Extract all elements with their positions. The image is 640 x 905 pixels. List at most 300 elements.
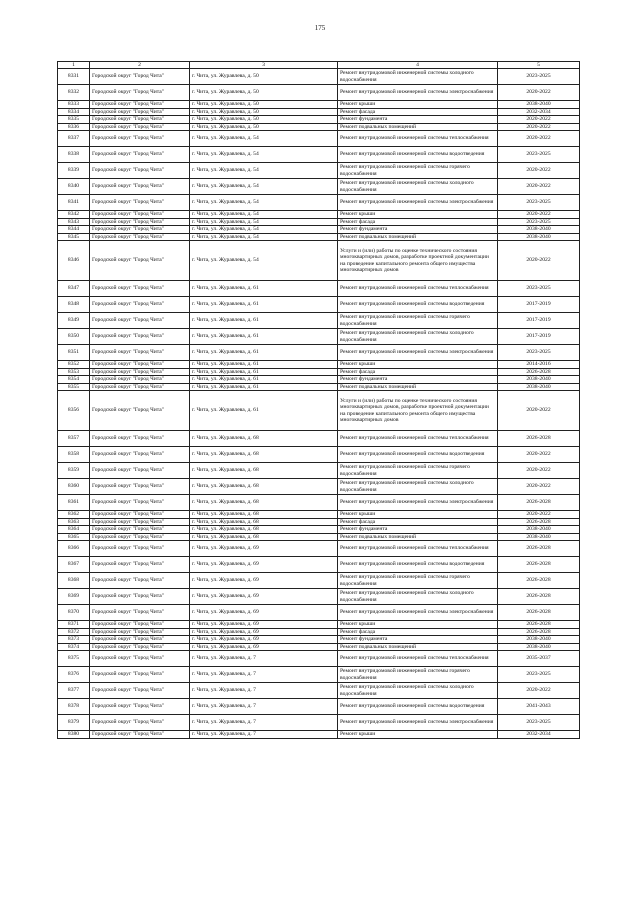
row-number: 8334 — [58, 108, 90, 116]
municipality-cell: Городской округ "Город Чита" — [90, 495, 190, 511]
table-row — [58, 683, 580, 699]
row-number: 8343 — [58, 218, 90, 226]
row-number: 8352 — [58, 361, 90, 369]
municipality-cell: Городской округ "Город Чита" — [90, 361, 190, 369]
table-row — [58, 621, 580, 629]
period-cell: 2023-2025 — [498, 715, 580, 731]
row-number: 8336 — [58, 123, 90, 131]
work-type-cell: Ремонт внутридомовой инженерной системы теплоснабжения — [338, 431, 498, 447]
municipality-cell: Городской округ "Город Чита" — [90, 108, 190, 116]
work-type-cell: Ремонт крыши — [338, 731, 498, 739]
period-cell: 2020-2022 — [498, 211, 580, 219]
work-type-cell: Ремонт внутридомовой инженерной системы электроснабжения — [338, 495, 498, 511]
row-number: 8371 — [58, 621, 90, 629]
municipality-cell: Городской округ "Город Чита" — [90, 368, 190, 376]
address-cell: г. Чита, ул. Журавлева, д. 7 — [190, 715, 338, 731]
table-row — [58, 526, 580, 534]
period-cell: 2017-2019 — [498, 329, 580, 345]
table-row — [58, 108, 580, 116]
period-cell: 2020-2022 — [498, 479, 580, 495]
table-row — [58, 147, 580, 163]
work-type-cell: Услуги и (или) работы по оценке технического состояния многоквартирных домов, разработке проектной документации на проведение капитального ремонта общего имущества многоквартирных домов — [338, 391, 498, 431]
row-number: 8351 — [58, 345, 90, 361]
municipality-cell: Городской округ "Город Чита" — [90, 667, 190, 683]
address-cell: г. Чита, ул. Журавлева, д. 54 — [190, 131, 338, 147]
work-type-cell: Ремонт крыши — [338, 621, 498, 629]
municipality-cell: Городской округ "Город Чита" — [90, 628, 190, 636]
column-header: 2 — [90, 62, 190, 69]
address-cell: г. Чита, ул. Журавлева, д. 54 — [190, 218, 338, 226]
address-cell: г. Чита, ул. Журавлева, д. 68 — [190, 533, 338, 541]
row-number: 8344 — [58, 226, 90, 234]
row-number: 8341 — [58, 195, 90, 211]
work-type-cell: Ремонт крыши — [338, 101, 498, 109]
row-number: 8364 — [58, 526, 90, 534]
row-number: 8357 — [58, 431, 90, 447]
address-cell: г. Чита, ул. Журавлева, д. 7 — [190, 667, 338, 683]
period-cell: 2026-2028 — [498, 518, 580, 526]
work-type-cell: Ремонт внутридомовой инженерной системы горячего водоснабжения — [338, 573, 498, 589]
period-cell: 2038-2040 — [498, 233, 580, 241]
municipality-cell: Городской округ "Город Чита" — [90, 345, 190, 361]
municipality-cell: Городской округ "Город Чита" — [90, 101, 190, 109]
column-header: 1 — [58, 62, 90, 69]
municipality-cell: Городской округ "Город Чита" — [90, 715, 190, 731]
period-cell: 2038-2040 — [498, 226, 580, 234]
row-number: 8348 — [58, 297, 90, 313]
municipality-cell: Городской округ "Город Чита" — [90, 233, 190, 241]
row-number: 8362 — [58, 511, 90, 519]
municipality-cell: Городской округ "Город Чита" — [90, 116, 190, 124]
municipality-cell: Городской округ "Город Чита" — [90, 589, 190, 605]
table-row — [58, 533, 580, 541]
period-cell: 2026-2028 — [498, 621, 580, 629]
address-cell: г. Чита, ул. Журавлева, д. 54 — [190, 147, 338, 163]
address-cell: г. Чита, ул. Журавлева, д. 69 — [190, 636, 338, 644]
municipality-cell: Городской округ "Город Чита" — [90, 621, 190, 629]
address-cell: г. Чита, ул. Журавлева, д. 61 — [190, 345, 338, 361]
address-cell: г. Чита, ул. Журавлева, д. 61 — [190, 313, 338, 329]
address-cell: г. Чита, ул. Журавлева, д. 69 — [190, 573, 338, 589]
period-cell: 2038-2040 — [498, 376, 580, 384]
address-cell: г. Чита, ул. Журавлева, д. 68 — [190, 518, 338, 526]
work-type-cell: Ремонт внутридомовой инженерной системы теплоснабжения — [338, 281, 498, 297]
period-cell: 2026-2028 — [498, 495, 580, 511]
period-cell: 2017-2019 — [498, 297, 580, 313]
row-number: 8331 — [58, 69, 90, 85]
row-number: 8370 — [58, 605, 90, 621]
row-number: 8359 — [58, 463, 90, 479]
address-cell: г. Чита, ул. Журавлева, д. 61 — [190, 329, 338, 345]
municipality-cell: Городской округ "Город Чита" — [90, 573, 190, 589]
municipality-cell: Городской округ "Город Чита" — [90, 313, 190, 329]
municipality-cell: Городской округ "Город Чита" — [90, 163, 190, 179]
table-row — [58, 557, 580, 573]
work-type-cell: Ремонт внутридомовой инженерной системы водоотведения — [338, 557, 498, 573]
table-row — [58, 541, 580, 557]
table-row — [58, 179, 580, 195]
work-type-cell: Ремонт внутридомовой инженерной системы холодного водоснабжения — [338, 589, 498, 605]
row-number: 8363 — [58, 518, 90, 526]
municipality-cell: Городской округ "Город Чита" — [90, 651, 190, 667]
work-type-cell: Ремонт крыши — [338, 211, 498, 219]
period-cell: 2023-2025 — [498, 195, 580, 211]
table-row — [58, 233, 580, 241]
work-type-cell: Ремонт внутридомовой инженерной системы холодного водоснабжения — [338, 683, 498, 699]
row-number: 8342 — [58, 211, 90, 219]
table-row — [58, 495, 580, 511]
period-cell: 2041-2043 — [498, 699, 580, 715]
row-number: 8340 — [58, 179, 90, 195]
address-cell: г. Чита, ул. Журавлева, д. 50 — [190, 69, 338, 85]
column-number-row — [58, 62, 580, 69]
work-type-cell: Ремонт внутридомовой инженерной системы электроснабжения — [338, 715, 498, 731]
period-cell: 2020-2022 — [498, 123, 580, 131]
address-cell: г. Чита, ул. Журавлева, д. 61 — [190, 281, 338, 297]
address-cell: г. Чита, ул. Журавлева, д. 68 — [190, 495, 338, 511]
municipality-cell: Городской округ "Город Чита" — [90, 147, 190, 163]
period-cell: 2038-2040 — [498, 383, 580, 391]
work-type-cell: Ремонт внутридомовой инженерной системы теплоснабжения — [338, 651, 498, 667]
work-type-cell: Ремонт внутридомовой инженерной системы электроснабжения — [338, 345, 498, 361]
municipality-cell: Городской округ "Город Чита" — [90, 731, 190, 739]
address-cell: г. Чита, ул. Журавлева, д. 50 — [190, 123, 338, 131]
row-number: 8354 — [58, 376, 90, 384]
address-cell: г. Чита, ул. Журавлева, д. 54 — [190, 163, 338, 179]
page-number: 175 — [314, 24, 326, 32]
table-row — [58, 431, 580, 447]
row-number: 8353 — [58, 368, 90, 376]
column-header: 5 — [498, 62, 580, 69]
row-number: 8368 — [58, 573, 90, 589]
row-number: 8378 — [58, 699, 90, 715]
table-row — [58, 628, 580, 636]
period-cell: 2032-2034 — [498, 108, 580, 116]
municipality-cell: Городской округ "Город Чита" — [90, 431, 190, 447]
period-cell: 2020-2022 — [498, 85, 580, 101]
municipality-cell: Городской округ "Город Чита" — [90, 281, 190, 297]
table-body — [58, 69, 580, 739]
period-cell: 2020-2022 — [498, 391, 580, 431]
work-type-cell: Ремонт внутридомовой инженерной системы горячего водоснабжения — [338, 163, 498, 179]
period-cell: 2020-2022 — [498, 447, 580, 463]
municipality-cell: Городской округ "Город Чита" — [90, 391, 190, 431]
period-cell: 2026-2028 — [498, 431, 580, 447]
row-number: 8332 — [58, 85, 90, 101]
table-row — [58, 391, 580, 431]
address-cell: г. Чита, ул. Журавлева, д. 68 — [190, 479, 338, 495]
address-cell: г. Чита, ул. Журавлева, д. 61 — [190, 368, 338, 376]
work-type-cell: Ремонт крыши — [338, 361, 498, 369]
work-type-cell: Ремонт внутридомовой инженерной системы электроснабжения — [338, 195, 498, 211]
period-cell: 2026-2028 — [498, 628, 580, 636]
table-row — [58, 163, 580, 179]
work-type-cell: Ремонт подвальных помещений — [338, 123, 498, 131]
address-cell: г. Чита, ул. Журавлева, д. 7 — [190, 683, 338, 699]
period-cell: 2020-2022 — [498, 163, 580, 179]
work-type-cell: Ремонт фундамента — [338, 636, 498, 644]
table-row — [58, 368, 580, 376]
address-cell: г. Чита, ул. Журавлева, д. 69 — [190, 628, 338, 636]
table-row — [58, 479, 580, 495]
municipality-cell: Городской округ "Город Чита" — [90, 605, 190, 621]
work-type-cell: Ремонт внутридомовой инженерной системы холодного водоснабжения — [338, 69, 498, 85]
table-row — [58, 667, 580, 683]
address-cell: г. Чита, ул. Журавлева, д. 54 — [190, 233, 338, 241]
work-type-cell: Ремонт фасада — [338, 518, 498, 526]
period-cell: 2020-2022 — [498, 511, 580, 519]
work-type-cell: Ремонт фасада — [338, 628, 498, 636]
table-row — [58, 211, 580, 219]
work-type-cell: Ремонт внутридомовой инженерной системы холодного водоснабжения — [338, 329, 498, 345]
address-cell: г. Чита, ул. Журавлева, д. 50 — [190, 101, 338, 109]
work-type-cell: Ремонт внутридомовой инженерной системы водоотведения — [338, 447, 498, 463]
table-row — [58, 131, 580, 147]
municipality-cell: Городской округ "Город Чита" — [90, 463, 190, 479]
period-cell: 2023-2025 — [498, 667, 580, 683]
municipality-cell: Городской округ "Город Чита" — [90, 447, 190, 463]
municipality-cell: Городской округ "Город Чита" — [90, 557, 190, 573]
table-row — [58, 195, 580, 211]
row-number: 8374 — [58, 643, 90, 651]
municipality-cell: Городской округ "Город Чита" — [90, 85, 190, 101]
table-row — [58, 643, 580, 651]
address-cell: г. Чита, ул. Журавлева, д. 54 — [190, 195, 338, 211]
table-row — [58, 116, 580, 124]
municipality-cell: Городской округ "Город Чита" — [90, 526, 190, 534]
work-type-cell: Ремонт внутридомовой инженерной системы холодного водоснабжения — [338, 479, 498, 495]
period-cell: 2023-2025 — [498, 281, 580, 297]
row-number: 8360 — [58, 479, 90, 495]
municipality-cell: Городской округ "Город Чита" — [90, 383, 190, 391]
address-cell: г. Чита, ул. Журавлева, д. 54 — [190, 226, 338, 234]
table-row — [58, 518, 580, 526]
table-row — [58, 383, 580, 391]
address-cell: г. Чита, ул. Журавлева, д. 68 — [190, 463, 338, 479]
work-type-cell: Ремонт фундамента — [338, 226, 498, 234]
table-row — [58, 589, 580, 605]
table-row — [58, 463, 580, 479]
row-number: 8372 — [58, 628, 90, 636]
row-number: 8358 — [58, 447, 90, 463]
work-type-cell: Ремонт внутридомовой инженерной системы горячего водоснабжения — [338, 667, 498, 683]
municipality-cell: Городской округ "Город Чита" — [90, 241, 190, 281]
repair-schedule-table — [57, 61, 580, 739]
work-type-cell: Услуги и (или) работы по оценке технического состояния многоквартирных домов, разработке проектной документации на проведение капитального ремонта общего имущества многоквартирных домов — [338, 241, 498, 281]
work-type-cell: Ремонт подвальных помещений — [338, 233, 498, 241]
period-cell: 2014-2016 — [498, 361, 580, 369]
work-type-cell: Ремонт фасада — [338, 108, 498, 116]
municipality-cell: Городской округ "Город Чита" — [90, 541, 190, 557]
row-number: 8365 — [58, 533, 90, 541]
municipality-cell: Городской округ "Город Чита" — [90, 218, 190, 226]
address-cell: г. Чита, ул. Журавлева, д. 68 — [190, 431, 338, 447]
work-type-cell: Ремонт фундамента — [338, 116, 498, 124]
row-number: 8380 — [58, 731, 90, 739]
table-row — [58, 699, 580, 715]
municipality-cell: Городской округ "Город Чита" — [90, 69, 190, 85]
period-cell: 2023-2025 — [498, 345, 580, 361]
address-cell: г. Чита, ул. Журавлева, д. 50 — [190, 108, 338, 116]
work-type-cell: Ремонт крыши — [338, 511, 498, 519]
table-row — [58, 241, 580, 281]
table-row — [58, 218, 580, 226]
municipality-cell: Городской округ "Город Чита" — [90, 211, 190, 219]
row-number: 8346 — [58, 241, 90, 281]
period-cell: 2023-2025 — [498, 69, 580, 85]
period-cell: 2026-2028 — [498, 541, 580, 557]
table-row — [58, 605, 580, 621]
work-type-cell: Ремонт подвальных помещений — [338, 643, 498, 651]
row-number: 8347 — [58, 281, 90, 297]
address-cell: г. Чита, ул. Журавлева, д. 54 — [190, 179, 338, 195]
municipality-cell: Городской округ "Город Чита" — [90, 297, 190, 313]
work-type-cell: Ремонт внутридомовой инженерной системы электроснабжения — [338, 85, 498, 101]
table-row — [58, 731, 580, 739]
table-row — [58, 297, 580, 313]
address-cell: г. Чита, ул. Журавлева, д. 69 — [190, 643, 338, 651]
row-number: 8377 — [58, 683, 90, 699]
municipality-cell: Городской округ "Город Чита" — [90, 195, 190, 211]
municipality-cell: Городской округ "Город Чита" — [90, 511, 190, 519]
address-cell: г. Чита, ул. Журавлева, д. 50 — [190, 85, 338, 101]
period-cell: 2026-2028 — [498, 368, 580, 376]
row-number: 8349 — [58, 313, 90, 329]
work-type-cell: Ремонт фасада — [338, 218, 498, 226]
work-type-cell: Ремонт внутридомовой инженерной системы водоотведения — [338, 699, 498, 715]
address-cell: г. Чита, ул. Журавлева, д. 69 — [190, 605, 338, 621]
period-cell: 2023-2025 — [498, 218, 580, 226]
period-cell: 2026-2028 — [498, 557, 580, 573]
municipality-cell: Городской округ "Город Чита" — [90, 226, 190, 234]
address-cell: г. Чита, ул. Журавлева, д. 69 — [190, 557, 338, 573]
row-number: 8367 — [58, 557, 90, 573]
period-cell: 2020-2022 — [498, 463, 580, 479]
row-number: 8335 — [58, 116, 90, 124]
work-type-cell: Ремонт внутридомовой инженерной системы электроснабжения — [338, 605, 498, 621]
row-number: 8350 — [58, 329, 90, 345]
row-number: 8366 — [58, 541, 90, 557]
municipality-cell: Городской округ "Город Чита" — [90, 376, 190, 384]
table-row — [58, 715, 580, 731]
address-cell: г. Чита, ул. Журавлева, д. 61 — [190, 391, 338, 431]
period-cell: 2038-2040 — [498, 101, 580, 109]
address-cell: г. Чита, ул. Журавлева, д. 7 — [190, 731, 338, 739]
address-cell: г. Чита, ул. Журавлева, д. 50 — [190, 116, 338, 124]
municipality-cell: Городской округ "Город Чита" — [90, 179, 190, 195]
work-type-cell: Ремонт подвальных помещений — [338, 533, 498, 541]
address-cell: г. Чита, ул. Журавлева, д. 61 — [190, 297, 338, 313]
period-cell: 2032-2034 — [498, 731, 580, 739]
table-row — [58, 376, 580, 384]
municipality-cell: Городской округ "Город Чита" — [90, 123, 190, 131]
period-cell: 2026-2028 — [498, 589, 580, 605]
row-number: 8337 — [58, 131, 90, 147]
work-type-cell: Ремонт фундамента — [338, 376, 498, 384]
table-row — [58, 281, 580, 297]
municipality-cell: Городской округ "Город Чита" — [90, 533, 190, 541]
work-type-cell: Ремонт внутридомовой инженерной системы водоотведения — [338, 297, 498, 313]
row-number: 8345 — [58, 233, 90, 241]
table-row — [58, 313, 580, 329]
period-cell: 2038-2040 — [498, 643, 580, 651]
period-cell: 2038-2040 — [498, 636, 580, 644]
table-row — [58, 573, 580, 589]
municipality-cell: Городской округ "Город Чита" — [90, 643, 190, 651]
address-cell: г. Чита, ул. Журавлева, д. 68 — [190, 511, 338, 519]
period-cell: 2020-2022 — [498, 683, 580, 699]
address-cell: г. Чита, ул. Журавлева, д. 61 — [190, 376, 338, 384]
work-type-cell: Ремонт внутридомовой инженерной системы теплоснабжения — [338, 131, 498, 147]
work-type-cell: Ремонт внутридомовой инженерной системы горячего водоснабжения — [338, 313, 498, 329]
table-row — [58, 636, 580, 644]
table-row — [58, 651, 580, 667]
work-type-cell: Ремонт фундамента — [338, 526, 498, 534]
column-header: 3 — [190, 62, 338, 69]
work-type-cell: Ремонт подвальных помещений — [338, 383, 498, 391]
period-cell: 2038-2040 — [498, 533, 580, 541]
table-row — [58, 329, 580, 345]
address-cell: г. Чита, ул. Журавлева, д. 61 — [190, 361, 338, 369]
work-type-cell: Ремонт внутридомовой инженерной системы холодного водоснабжения — [338, 179, 498, 195]
table-row — [58, 511, 580, 519]
address-cell: г. Чита, ул. Журавлева, д. 68 — [190, 447, 338, 463]
table-row — [58, 69, 580, 85]
row-number: 8376 — [58, 667, 90, 683]
row-number: 8338 — [58, 147, 90, 163]
address-cell: г. Чита, ул. Журавлева, д. 69 — [190, 541, 338, 557]
period-cell: 2020-2022 — [498, 241, 580, 281]
table-row — [58, 226, 580, 234]
row-number: 8369 — [58, 589, 90, 605]
municipality-cell: Городской округ "Город Чита" — [90, 329, 190, 345]
period-cell: 2026-2028 — [498, 573, 580, 589]
address-cell: г. Чита, ул. Журавлева, д. 54 — [190, 211, 338, 219]
period-cell: 2017-2019 — [498, 313, 580, 329]
row-number: 8361 — [58, 495, 90, 511]
table-row — [58, 101, 580, 109]
period-cell: 2038-2040 — [498, 526, 580, 534]
row-number: 8375 — [58, 651, 90, 667]
period-cell: 2020-2022 — [498, 116, 580, 124]
municipality-cell: Городской округ "Город Чита" — [90, 699, 190, 715]
row-number: 8339 — [58, 163, 90, 179]
address-cell: г. Чита, ул. Журавлева, д. 7 — [190, 699, 338, 715]
municipality-cell: Городской округ "Город Чита" — [90, 518, 190, 526]
row-number: 8373 — [58, 636, 90, 644]
row-number: 8355 — [58, 383, 90, 391]
municipality-cell: Городской округ "Город Чита" — [90, 131, 190, 147]
row-number: 8379 — [58, 715, 90, 731]
table-row — [58, 361, 580, 369]
table-row — [58, 85, 580, 101]
table-row — [58, 123, 580, 131]
work-type-cell: Ремонт внутридомовой инженерной системы водоотведения — [338, 147, 498, 163]
row-number: 8356 — [58, 391, 90, 431]
table-row — [58, 345, 580, 361]
work-type-cell: Ремонт внутридомовой инженерной системы горячего водоснабжения — [338, 463, 498, 479]
work-type-cell: Ремонт фасада — [338, 368, 498, 376]
municipality-cell: Городской округ "Город Чита" — [90, 683, 190, 699]
table-row — [58, 447, 580, 463]
period-cell: 2020-2022 — [498, 179, 580, 195]
address-cell: г. Чита, ул. Журавлева, д. 68 — [190, 526, 338, 534]
period-cell: 2023-2025 — [498, 147, 580, 163]
period-cell: 2035-2037 — [498, 651, 580, 667]
work-type-cell: Ремонт внутридомовой инженерной системы теплоснабжения — [338, 541, 498, 557]
period-cell: 2026-2028 — [498, 605, 580, 621]
municipality-cell: Городской округ "Город Чита" — [90, 479, 190, 495]
